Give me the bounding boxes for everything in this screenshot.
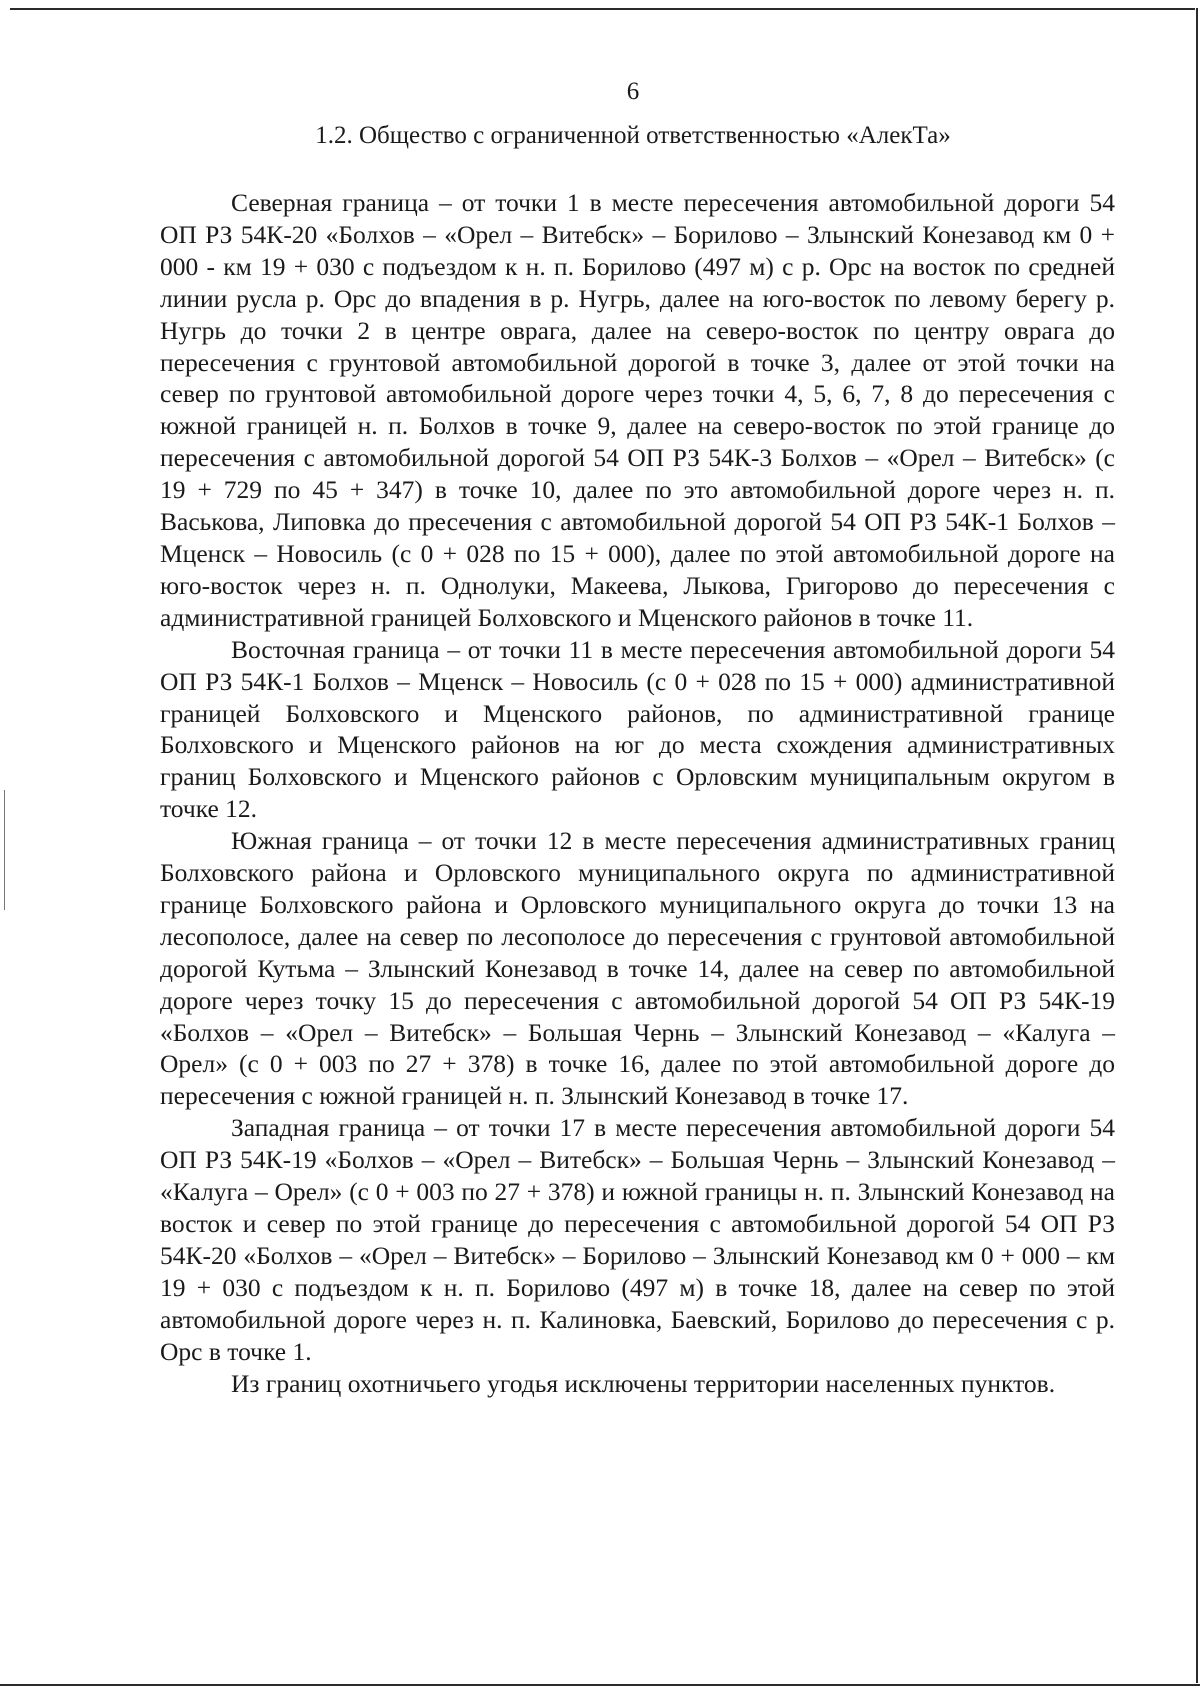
scan-border-bottom xyxy=(0,1684,1200,1686)
page-number: 6 xyxy=(626,78,640,105)
scan-border-right xyxy=(1196,8,1198,1683)
section-heading: 1.2. Общество с ограниченной ответственностью «АлекТа» xyxy=(315,122,951,149)
document-body xyxy=(160,187,1115,1399)
paragraph-southern-border: Южная граница – от точки 12 в месте пересечения административных границ Болховского района и Орловского муниципального округа по административной границе Болховского района и Орловского муниципального округа до точки 13 на лесополосе, далее на север по лесополосе до пересечения с грунтовой автомобильной дорогой Кутьма – Злынский Конезавод в точке 14, далее на север по автомобильной дороге через точку 15 до пересечения с автомобильной дорогой 54 ОП РЗ 54К-19 «Болхов – «Орел – Витебск» – Большая Чернь – Злынский Конезавод – «Калуга – Орел» (с 0 + 003 по 27 + 378) в точке 16, далее по этой автомобильной дороге до пересечения с южной границей н. п. Злынский Конезавод в точке 17. xyxy=(160,826,1115,1111)
paragraph-eastern-border: Восточная граница – от точки 11 в месте пересечения автомобильной дороги 54 ОП РЗ 54К-1 Болхов – Мценск – Новосиль (с 0 + 028 по 15 + 000) административной границей Болховского и Мценского районов, по административной границе Болховского и Мценского районов на юг до места схождения административных границ Болховского и Мценского районов с Орловским муниципальным округом в точке 12. xyxy=(160,634,1115,824)
paragraph-exclusions: Из границ охотничьего угодья исключены территории населенных пунктов. xyxy=(231,1368,1056,1398)
paragraph-northern-border: Северная граница – от точки 1 в месте пересечения автомобильной дороги 54 ОП РЗ 54К-20 «Болхов – «Орел – Витебск» – Борилово – Злынский Конезавод км 0 + 000 - км 19 + 030 с подъездом к н. п. Борилово (497 м) с р. Орс на восток по средней линии русла р. Орс до впадения в р. Нугрь, далее на юго-восток по левому берегу р. Нугрь до точки 2 в центре оврага, далее на северо-восток по центру оврага до пересечения с грунтовой автомобильной дорогой в точке 3, далее от этой точки на север по грунтовой автомобильной дороге через точки 4, 5, 6, 7, 8 до пересечения с южной границей н. п. Болхов в точке 9, далее на северо-восток по этой границе до пересечения с автомобильной дорогой 54 ОП РЗ 54К-3 Болхов – «Орел – Витебск» (с 19 + 729 по 45 + 347) в точке 10, далее по это автомобильной дороге через н. п. Васькова, Липовка до пресечения с автомобильной дорогой 54 ОП РЗ 54К-1 Болхов – Мценск – Новосиль (с 0 + 028 по 15 + 000), далее по этой автомобильной дороге на юго-восток через н. п. Однолуки, Макеева, Лыкова, Григорово до пересечения с административной границей Болховского и Мценского районов в точке 11. xyxy=(160,188,1115,632)
paragraph-western-border: Западная граница – от точки 17 в месте пересечения автомобильной дороги 54 ОП РЗ 54К-19 «Болхов – «Орел – Витебск» – Большая Чернь – Злынский Конезавод – «Калуга – Орел» (с 0 + 003 по 27 + 378) и южной границы н. п. Злынский Конезавод на восток и север по этой границе до пересечения с автомобильной дорогой 54 ОП РЗ 54К-20 «Болхов – «Орел – Витебск» – Борилово – Злынский Конезавод км 0 + 000 – км 19 + 030 с подъездом к н. п. Борилово (497 м) в точке 18, далее на север по этой автомобильной дороге через н. п. Калиновка, Баевский, Борилово до пересечения с р. Орс в точке 1. xyxy=(160,1113,1115,1366)
scan-margin-mark xyxy=(4,790,5,910)
scan-border-top xyxy=(10,8,1195,10)
